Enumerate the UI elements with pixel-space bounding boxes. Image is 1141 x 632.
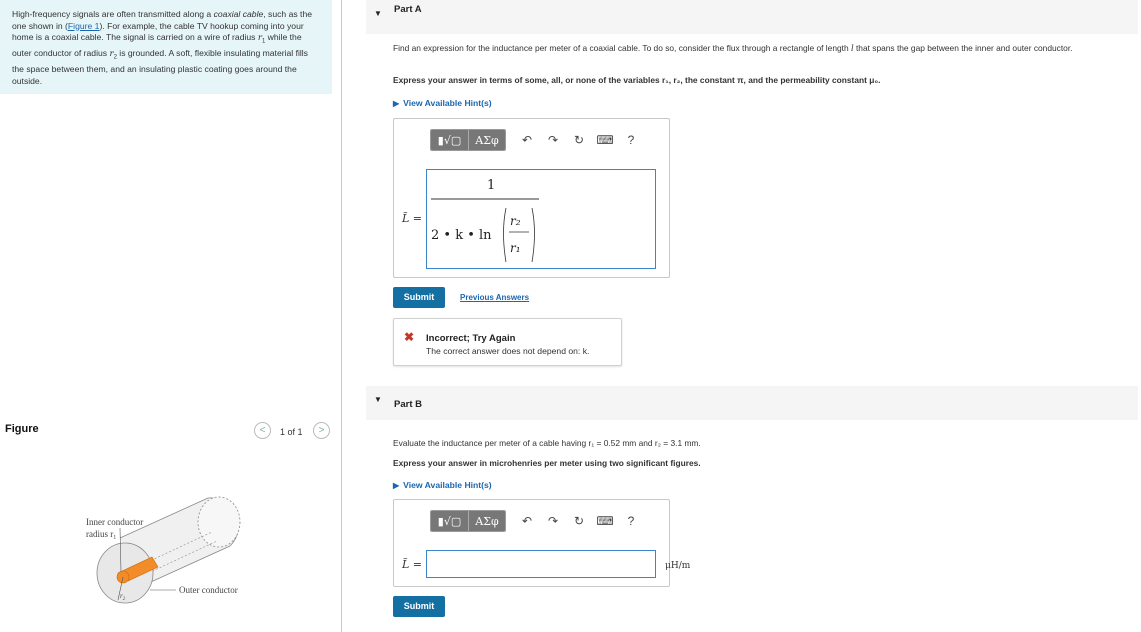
problem-panel — [0, 0, 342, 632]
feedback-title: Incorrect; Try Again — [426, 333, 516, 344]
part-b-toolbar-group — [430, 510, 506, 532]
intro-text-5: is grounded. A soft, flexible insulating material fills the space between them, and an insulating plastic coating goes around the outside. — [12, 48, 308, 86]
part-a-hint-link[interactable] — [393, 98, 492, 108]
units-label: μH/m — [665, 561, 691, 571]
part-b-answer-input[interactable] — [426, 550, 656, 578]
intro-coax-term: coaxial cable — [213, 9, 264, 19]
error-x-icon: ✖ — [404, 330, 415, 344]
figure-pager-count: 1 of 1 — [280, 427, 303, 437]
var-r1-sub: 1 — [261, 38, 266, 45]
intro-text-1: High-frequency signals are often transmitted along a — [12, 9, 214, 19]
part-b-toolbar — [430, 510, 644, 532]
part-a-answer-editor — [393, 118, 670, 278]
feedback-box — [393, 318, 622, 366]
part-a-question — [393, 43, 1138, 54]
part-a-header[interactable] — [366, 0, 1138, 34]
collapse-icon: ▼ — [374, 395, 382, 404]
intro-text-4: while the outer conductor of radius — [12, 32, 302, 59]
part-b-instructions: Express your answer in microhenries per meter using two significant figures. — [393, 458, 701, 468]
figure-next-button[interactable]: > — [313, 422, 330, 439]
r2-label-text: r — [120, 592, 123, 600]
intro-text-2: , such as the one shown in ( — [12, 9, 313, 31]
reset-icon[interactable]: ↻ — [573, 514, 585, 528]
greek-symbols-button[interactable]: ΑΣφ — [469, 130, 505, 150]
undo-icon[interactable]: ↶ — [521, 133, 533, 147]
inner-radius-label-sub: 1 — [113, 535, 117, 541]
part-a-math-expression — [427, 170, 655, 268]
part-a-answer-input[interactable] — [426, 169, 656, 269]
part-b-hint-link[interactable] — [393, 480, 492, 490]
help-icon[interactable]: ? — [627, 133, 635, 147]
part-a-question-text-2: that spans the gap between the inner and outer conductor. — [853, 43, 1073, 53]
part-a-lhs-label: L̃ = — [402, 212, 423, 225]
part-a-hint-label: View Available Hint(s) — [403, 98, 492, 108]
var-r1: r — [257, 33, 262, 43]
part-a-title: Part A — [394, 4, 422, 15]
templates-button[interactable]: ▮√▢ — [431, 130, 469, 150]
fraction-numerator: 1 — [487, 178, 496, 193]
inner-radius-label — [86, 529, 116, 541]
greek-symbols-button[interactable]: ΑΣφ — [469, 511, 505, 531]
problem-intro — [0, 0, 332, 94]
right-paren — [532, 208, 535, 262]
templates-button[interactable]: ▮√▢ — [431, 511, 469, 531]
previous-answers-link[interactable]: Previous Answers — [460, 293, 530, 302]
far-end-cap — [198, 497, 240, 547]
collapse-icon: ▼ — [374, 9, 382, 18]
part-a-toolbar — [430, 129, 644, 151]
part-a-submit-button[interactable]: Submit — [393, 287, 445, 308]
ln-numerator-r2: r₂ — [510, 214, 521, 228]
r2-label-sub: 2 — [122, 597, 126, 602]
figure-prev-button[interactable]: < — [254, 422, 271, 439]
denominator-expression: 2 • k • ln — [431, 228, 492, 243]
inner-radius-label-text: radius r — [86, 529, 114, 539]
var-r2-sub: 2 — [113, 54, 117, 61]
part-b-hint-label: View Available Hint(s) — [403, 480, 492, 490]
expand-arrow-icon: ▶ — [393, 481, 400, 490]
part-b-submit-button[interactable]: Submit — [393, 596, 445, 617]
redo-icon[interactable]: ↷ — [547, 514, 559, 528]
part-b-title: Part B — [394, 399, 422, 410]
part-b-answer-editor — [393, 499, 670, 587]
coaxial-cable-figure — [80, 490, 260, 610]
redo-icon[interactable]: ↷ — [547, 133, 559, 147]
reset-icon[interactable]: ↻ — [573, 133, 585, 147]
expand-arrow-icon: ▶ — [393, 99, 400, 108]
part-b-question: Evaluate the inductance per meter of a cable having r₁ = 0.52 mm and r₂ = 3.1 mm. — [393, 438, 701, 448]
keyboard-icon[interactable]: ⌨ — [596, 133, 614, 147]
inner-conductor-label: Inner conductor — [86, 517, 144, 527]
var-l: l — [850, 43, 854, 53]
keyboard-icon[interactable]: ⌨ — [596, 514, 614, 528]
undo-icon[interactable]: ↶ — [521, 514, 533, 528]
figure-heading: Figure — [5, 423, 39, 435]
feedback-message: The correct answer does not depend on: k. — [426, 346, 590, 356]
intro-text-3: ). For example, the cable TV hookup coming into your home is a coaxial cable. The signal is carried on a wire of radius — [12, 20, 304, 42]
left-paren — [504, 208, 507, 262]
part-b-header[interactable] — [366, 386, 1138, 420]
outer-conductor-label: Outer conductor — [179, 585, 238, 595]
figure-link[interactable]: Figure 1 — [67, 20, 100, 31]
ln-denominator-r1: r₁ — [510, 241, 521, 255]
part-a-instructions: Express your answer in terms of some, all, or none of the variables r₁, r₂, the constant π, and the permeability constant μ₀. — [393, 75, 881, 85]
part-a-question-text-1: Find an expression for the inductance per meter of a coaxial cable. To do so, consider the flux through a rectangle of length — [393, 43, 851, 53]
help-icon[interactable]: ? — [627, 514, 635, 528]
var-r2: r — [109, 49, 114, 60]
part-b-lhs-label: L̃ = — [402, 558, 423, 571]
part-a-toolbar-group — [430, 129, 506, 151]
